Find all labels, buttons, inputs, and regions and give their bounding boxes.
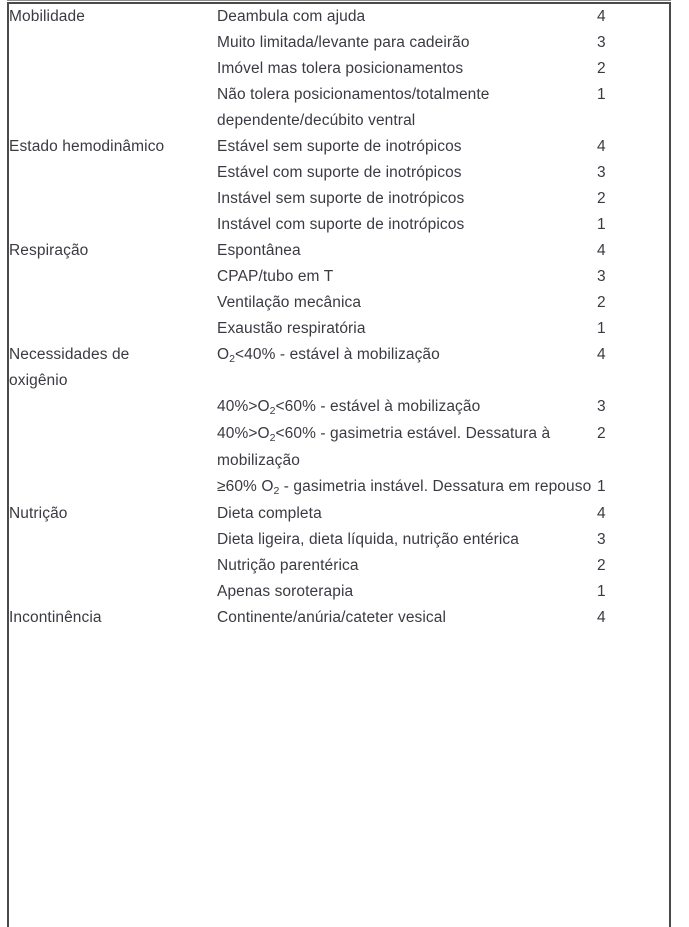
criterion-spacer [9, 264, 217, 290]
criterion-description: Ventilação mecânica [217, 294, 362, 311]
criterion-score: 3 [597, 164, 606, 181]
criterion-spacer [9, 579, 217, 605]
criterion-spacer [9, 212, 217, 238]
top-hairline-rule [7, 0, 671, 1]
criterion-score: 2 [597, 557, 606, 574]
criterion-description: Não tolera posicionamentos/totalmente dependente/decúbito ventral [217, 86, 490, 129]
criterion-spacer [9, 474, 217, 501]
criterion-score: 3 [597, 398, 606, 415]
criterion-description: Dieta ligeira, dieta líquida, nutrição entérica [217, 531, 519, 548]
criterion-spacer [9, 82, 217, 134]
criterion-spacer [9, 394, 217, 421]
criterion-description: $40\%>O_2<60\%$ - gasimetria estável. Dessatura à mobilização [217, 425, 551, 469]
criterion-description: Estável sem suporte de inotrópicos [217, 138, 462, 155]
criterion-description: Espontânea [217, 242, 301, 259]
criterion-spacer [9, 186, 217, 212]
criterion-description: Muito limitada/levante para cadeirão [217, 34, 470, 51]
criterion-description: Exaustão respiratória [217, 320, 366, 337]
criterion-description: Apenas soroterapia [217, 583, 354, 600]
criterion-score: 1 [597, 583, 606, 600]
criterion-score: 1 [597, 320, 606, 337]
criterion-score: 2 [597, 60, 606, 77]
criterion-score: 4 [597, 609, 606, 626]
criterion-score: 1 [597, 86, 606, 103]
criterion-description: Instável sem suporte de inotrópicos [217, 190, 465, 207]
table-row [9, 160, 673, 186]
criterion-description: CPAP/tubo em T [217, 268, 334, 285]
criterion-score: 3 [597, 268, 606, 285]
criterion-score: 2 [597, 190, 606, 207]
criterion-spacer [9, 316, 217, 342]
criterion-spacer [9, 30, 217, 56]
table-row [9, 134, 673, 160]
criterion-spacer [9, 160, 217, 186]
criterion-score: 3 [597, 531, 606, 548]
table-row [9, 527, 673, 553]
criterion-spacer [9, 553, 217, 579]
criterion-score: 4 [597, 346, 606, 363]
table-row [9, 342, 673, 394]
table-row [9, 316, 673, 342]
criterion-score: 4 [597, 242, 606, 259]
criterion-score: 4 [597, 8, 606, 25]
table-row [9, 394, 673, 421]
criteria-table-body [9, 4, 673, 631]
criterion-description: $40\%>O_2<60\%$ - estável à mobilização [217, 398, 481, 418]
criterion-score: 1 [597, 216, 606, 233]
criterion-score: 2 [597, 425, 606, 442]
criterion-label: Estado hemodinâmico [9, 138, 165, 155]
criterion-label: Respiração [9, 242, 89, 259]
criteria-table-frame [7, 2, 671, 927]
criterion-label: Incontinência [9, 609, 102, 626]
criterion-spacer [9, 421, 217, 474]
table-row [9, 421, 673, 474]
table-row [9, 82, 673, 134]
table-row [9, 4, 673, 30]
criterion-description: Instável com suporte de inotrópicos [217, 216, 465, 233]
criterion-description: Deambula com ajuda [217, 8, 366, 25]
criterion-description: Dieta completa [217, 505, 322, 522]
criterion-description: ≥60% $O_2$ - gasimetria instável. Dessatura em repouso [217, 478, 592, 498]
criterion-description: Continente/anúria/cateter vesical [217, 609, 447, 626]
criterion-spacer [9, 527, 217, 553]
criterion-score: 4 [597, 138, 606, 155]
table-row [9, 212, 673, 238]
criterion-spacer [9, 56, 217, 82]
table-row [9, 238, 673, 264]
criterion-score: 3 [597, 34, 606, 51]
criteria-table [9, 4, 673, 631]
criterion-score: 4 [597, 505, 606, 522]
table-row [9, 501, 673, 527]
table-row [9, 264, 673, 290]
criterion-description: Estável com suporte de inotrópicos [217, 164, 462, 181]
table-row [9, 186, 673, 212]
table-row [9, 579, 673, 605]
criterion-spacer [9, 290, 217, 316]
table-row [9, 290, 673, 316]
criterion-score: 1 [597, 478, 606, 495]
table-row [9, 474, 673, 501]
criterion-label: Necessidades de oxigênio [9, 346, 130, 389]
criterion-description: Imóvel mas tolera posicionamentos [217, 60, 464, 77]
criterion-description: $O_2<40\%$ - estável à mobilização [217, 346, 440, 366]
criterion-label: Mobilidade [9, 8, 85, 25]
criterion-description: Nutrição parentérica [217, 557, 359, 574]
criterion-score: 2 [597, 294, 606, 311]
criterion-label: Nutrição [9, 505, 68, 522]
table-row [9, 30, 673, 56]
table-row [9, 56, 673, 82]
table-row [9, 605, 673, 631]
table-row [9, 553, 673, 579]
